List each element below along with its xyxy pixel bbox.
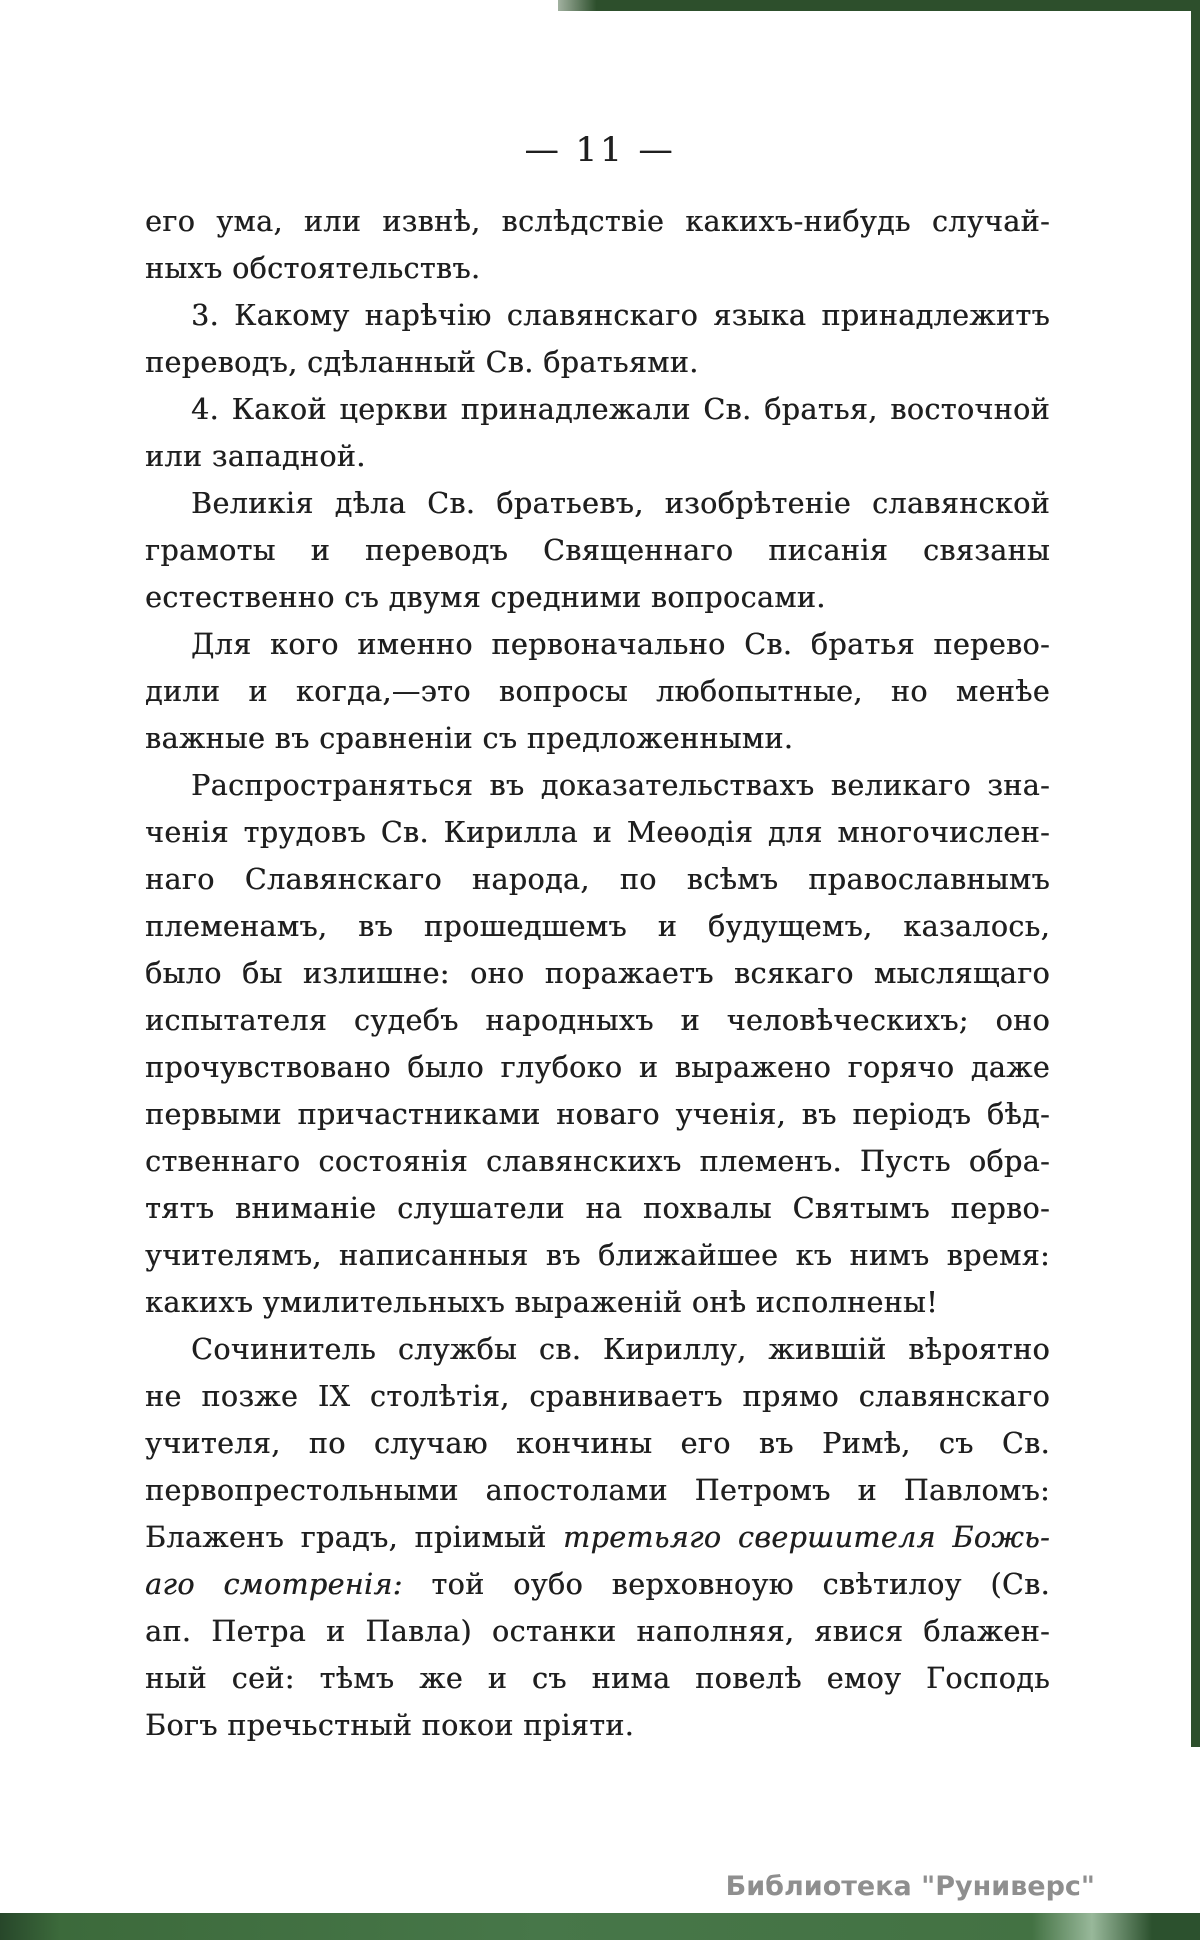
text-segment: переводъ, сдѣланный Св. братьями. [145,346,699,379]
page-number: — 11 — [524,130,676,170]
text-line [145,903,1050,950]
text-segment: ныхъ обстоятельствъ. [145,252,481,285]
text-line [145,1608,1050,1655]
text-line [145,1326,1050,1373]
text-line [145,433,1050,480]
text-segment: ченія трудовъ Св. Кирилла и Меѳодія для многочислен- [145,816,1050,849]
text-line [145,1279,1050,1326]
text-segment: Богъ пречьстный покои пріяти. [145,1709,635,1742]
text-segment: было бы излишне: оно поражаетъ всякаго мыслящаго [145,957,1050,990]
scan-edge-right [1191,0,1200,1747]
text-line [145,386,1050,433]
text-line [145,715,1050,762]
text-segment: племенамъ, въ прошедшемъ и будущемъ, казалось, [145,910,1050,943]
text-line [145,997,1050,1044]
text-line [145,1655,1050,1702]
text-segment: 3. Какому нарѣчію славянскаго языка принадлежитъ [191,299,1050,332]
text-segment: Сочинитель службы св. Кириллу, жившій вѣроятно [191,1333,1050,1366]
text-segment: или западной. [145,440,366,473]
text-line [145,621,1050,668]
text-segment: прочувствовано было глубоко и выражено горячо даже [145,1051,1050,1084]
text-line [145,668,1050,715]
text-line [145,480,1050,527]
text-segment: ственнаго состоянія славянскихъ племенъ. Пусть обра- [145,1145,1050,1178]
text-segment: наго Славянскаго народа, по всѣмъ православнымъ [145,863,1050,896]
text-segment: Распространяться въ доказательствахъ великаго зна- [191,769,1050,802]
text-segment: Блаженъ градъ, пріимый [145,1521,564,1554]
text-segment: Великія дѣла Св. братьевъ, изобрѣтеніе славянской [191,487,1050,520]
watermark: Библиотека "Руниверс" [725,1871,1095,1902]
scan-edge-top [558,0,1200,11]
text-segment: естественно съ двумя средними вопросами. [145,581,826,614]
text-line [145,1561,1050,1608]
text-line [145,527,1050,574]
text-line [145,339,1050,386]
text-segment: ный сей: тѣмъ же и съ нима повелѣ емоу Господь [145,1662,1050,1695]
text-line [145,950,1050,997]
text-line [145,1232,1050,1279]
body-text [145,198,1050,1749]
text-line [145,1702,1050,1749]
text-line [145,1138,1050,1185]
text-line [145,574,1050,621]
scan-edge-bottom [0,1913,1200,1940]
text-line [145,292,1050,339]
text-segment: важные въ сравненіи съ предложенными. [145,722,794,755]
text-segment: учителя, по случаю кончины его въ Римѣ, съ Св. [145,1427,1050,1460]
text-line [145,245,1050,292]
text-line [145,809,1050,856]
text-line [145,762,1050,809]
text-segment-italic: третьяго свершителя Божь- [563,1521,1050,1554]
text-segment: тятъ вниманіе слушатели на похвалы Святымъ перво- [145,1192,1050,1225]
text-segment: 4. Какой церкви принадлежали Св. братья, восточной [191,393,1050,426]
text-line [145,1185,1050,1232]
text-segment-italic: аго смотренія: [145,1568,403,1601]
text-segment: не позже IX столѣтія, сравниваетъ прямо славянскаго [145,1380,1050,1413]
text-line [145,1514,1050,1561]
text-segment: испытателя судебъ народныхъ и человѣческихъ; оно [145,1004,1050,1037]
text-line [145,1420,1050,1467]
text-line [145,198,1050,245]
text-segment: первопрестольными апостолами Петромъ и Павломъ: [145,1474,1050,1507]
text-line [145,856,1050,903]
text-segment: его ума, или извнѣ, вслѣдствіе какихъ-нибудь случай- [145,205,1050,238]
text-segment: Для кого именно первоначально Св. братья перево- [191,628,1050,661]
text-line [145,1373,1050,1420]
text-line [145,1044,1050,1091]
text-line [145,1091,1050,1138]
text-segment: ап. Петра и Павла) останки наполняя, явися блажен- [145,1615,1050,1648]
text-segment: дили и когда,—это вопросы любопытные, но менѣе [145,675,1050,708]
text-line [145,1467,1050,1514]
text-segment: той оубо верховноую свѣтилоу (Св. [402,1568,1050,1601]
text-segment: первыми причастниками новаго ученія, въ періодъ бѣд- [145,1098,1050,1131]
text-segment: какихъ умилительныхъ выраженій онѣ исполнены! [145,1286,938,1319]
text-segment: учителямъ, написанныя въ ближайшее къ нимъ время: [145,1239,1050,1272]
text-segment: грамоты и переводъ Священнаго писанія связаны [145,534,1050,567]
